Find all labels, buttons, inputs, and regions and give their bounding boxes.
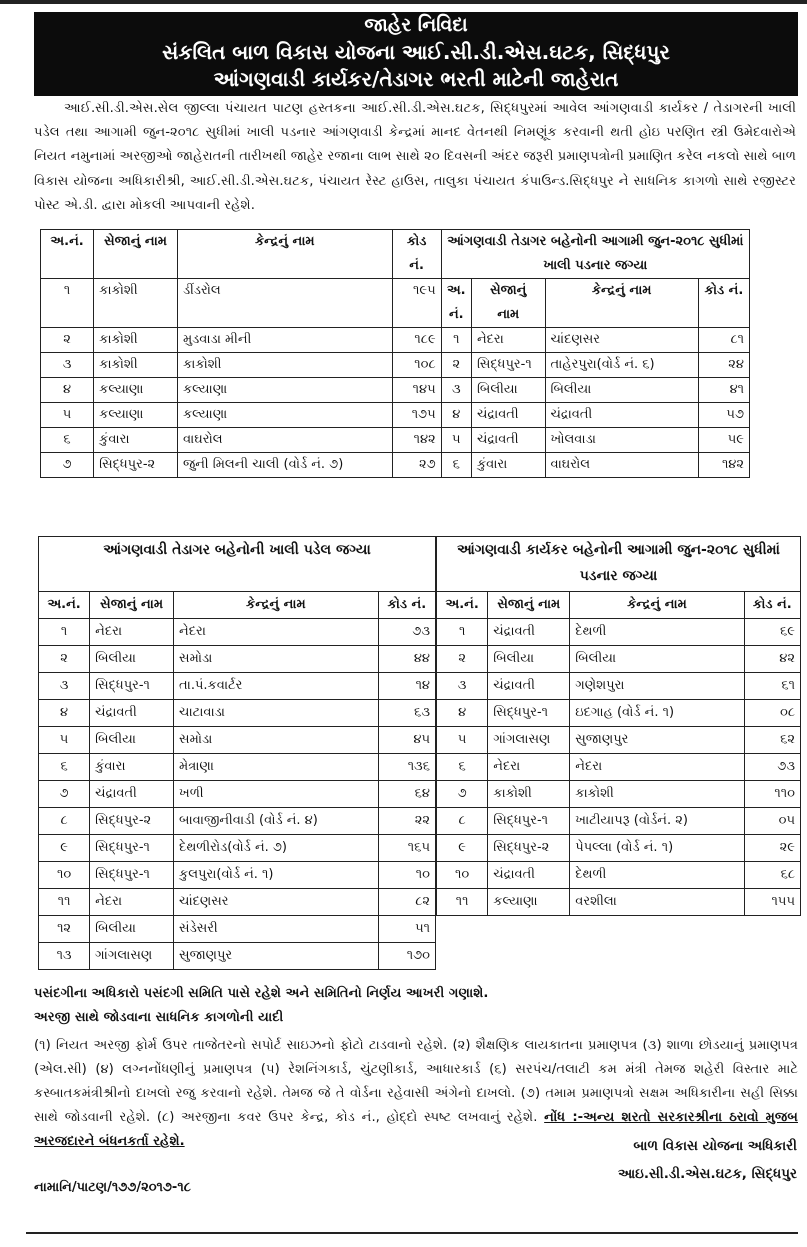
- cell-sr: ૬: [437, 754, 488, 781]
- cell-code: ૧૦૮: [392, 353, 441, 378]
- table-row: [437, 673, 801, 700]
- cell-center: નેદરા: [570, 754, 744, 781]
- cell-code: ૬૨: [744, 727, 800, 754]
- col-header-code: કોડ નં.: [378, 592, 435, 619]
- cell-code: ૧૭૦: [378, 943, 435, 970]
- cell-center: નેદરા: [174, 619, 379, 646]
- col-header-seja-right: સેજાનું નામ: [471, 279, 545, 328]
- table-row: [39, 700, 436, 727]
- cell-seja: ચંદ્રાવતી: [488, 673, 570, 700]
- cell-center: કલ્યાણા: [177, 403, 392, 428]
- cell-seja: કાકોશી: [94, 328, 178, 353]
- cell-code: ૬૪: [378, 781, 435, 808]
- cell-seja: બિલીયા: [90, 727, 174, 754]
- cell-code: ૧૫૫: [744, 889, 800, 916]
- signatory-title: બાળ વિકાસ યોજના અધિકારી: [633, 1138, 797, 1154]
- col-header-sr: અ.નં.: [41, 230, 94, 279]
- cell-code: ૦૮: [744, 700, 800, 727]
- cell-code-right: ૫૭: [698, 403, 749, 428]
- cell-seja-right: સિદ્ધપુર-૧: [471, 353, 545, 378]
- cell-center: સમોડા: [174, 646, 379, 673]
- col-header-sr-right: અ. નં.: [441, 279, 471, 328]
- cell-sr: ૨: [41, 328, 94, 353]
- cell-code: ૬૩: [378, 700, 435, 727]
- cell-center: પેપલ્લા (વોર્ડ નં. ૧): [570, 835, 744, 862]
- table-row: [41, 378, 750, 403]
- cell-seja: નેદરા: [488, 754, 570, 781]
- cell-center: મુડવાડા મીની: [177, 328, 392, 353]
- cell-center-right: બિલીયા: [545, 378, 698, 403]
- cell-center: સુજાણપુર: [570, 727, 744, 754]
- cell-code: ૬૧: [744, 673, 800, 700]
- bottom-border: [26, 1232, 798, 1234]
- cell-center: ચાટાવાડા: [174, 700, 379, 727]
- cell-sr: ૧૨: [39, 916, 90, 943]
- cell-seja: ચંદ્રાવતી: [90, 700, 174, 727]
- cell-sr: ૧: [437, 619, 488, 646]
- cell-center: ખળી: [174, 781, 379, 808]
- cell-center: બાવાજીનીવાડી (વોર્ડ નં. ૪): [174, 808, 379, 835]
- table-row: [39, 754, 436, 781]
- cell-sr: ૧૧: [39, 889, 90, 916]
- table-row: [437, 781, 801, 808]
- top-vacancy-table: [40, 229, 750, 478]
- cell-code: ૨૨: [378, 808, 435, 835]
- table-row: [41, 279, 750, 328]
- documents-text: (૧) નિયત અરજી ફોર્મ ઉપર તાજેતરનો સપોર્ટ સાઇઝનો ફોટો ટાડવાનો રહેશે. (૨) શૈક્ષણિક લાયકાતના પ્રમાણપત્ર (૩) શાળા છોડયાનું પ્રમાણપત્ર (એલ.સી) (૪) લગ્નનોંધણીનું પ્રમાણપત્ર (૫) રેશનિંગકાર્ડ, ચુંટણીકાર્ડ, આધારકાર્ડ (૬) સરપંચ/તલાટી કમ મંત્રી તેમજ શહેરી વિસ્તાર માટે કસ્બાતકમંત્રીશ્રીનો દાખલો રજુ કરવાનો રહેશે. તેમજ જે તે વોર્ડના રહેવાસી અંગેનો દાખલો. (૭) તમામ પ્રમાણપત્રો સક્ષમ અધિકારીના સહી સિક્કા સાથે જોડવાની રહેશે. (૮) અરજીના કવર ઉપર કેન્દ્ર, કોડ નં., હોદ્દો સ્પષ્ટ લખવાનું રહેશે.: [34, 1038, 798, 1125]
- table-row: [437, 862, 801, 889]
- col-header-center: કેન્દ્રનું નામ: [570, 592, 744, 619]
- col-header-sr: અ.નં.: [39, 592, 90, 619]
- cell-sr: ૫: [39, 727, 90, 754]
- cell-sr: ૪: [39, 700, 90, 727]
- cell-sr: ૧: [39, 619, 90, 646]
- table-row: [437, 754, 801, 781]
- cell-sr: ૨: [39, 646, 90, 673]
- table-row: [39, 808, 436, 835]
- signatory-office: આઇ.સી.ડી.એસ.ઘટક, સિદ્ધપુર: [617, 1166, 797, 1182]
- recruitment-title: આંગણવાડી કાર્યકર/તેડાગર ભરતી માટેની જાહેરાત: [213, 67, 619, 91]
- cell-center: કુલપુરા(વોર્ડ નં. ૧): [174, 862, 379, 889]
- cell-sr-right: ૪: [441, 403, 471, 428]
- cell-code: ૧૯૫: [392, 279, 441, 328]
- cell-center-right: વાઘરોલ: [545, 453, 698, 478]
- cell-sr-right: ૬: [441, 453, 471, 478]
- table-row: [39, 862, 436, 889]
- cell-sr: ૫: [41, 403, 94, 428]
- cell-code: ૧૭૫: [392, 403, 441, 428]
- cell-code: ૧૧૦: [744, 781, 800, 808]
- cell-code: ૭૩: [744, 754, 800, 781]
- cell-center: વરશીલા: [570, 889, 744, 916]
- table-row: [39, 727, 436, 754]
- cell-seja: કાકોશી: [94, 353, 178, 378]
- cell-center: કાકોશી: [177, 353, 392, 378]
- cell-sr: ૯: [437, 835, 488, 862]
- cell-code: ૨૭: [392, 453, 441, 478]
- cell-code-right: ૨૪: [698, 353, 749, 378]
- cell-seja: સિદ્ધપુર-૧: [90, 835, 174, 862]
- table-row: [39, 673, 436, 700]
- col-header-center-right: કેન્દ્રનું નામ: [545, 279, 698, 328]
- table-row: [39, 889, 436, 916]
- cell-code: ૧૪૫: [392, 378, 441, 403]
- department-title: સંકલિત બાળ વિકાસ યોજના આઈ.સી.ડી.એસ.ઘટક, સિદ્ધપુર: [162, 40, 670, 64]
- table-row: [437, 619, 801, 646]
- table-row: [437, 889, 801, 916]
- cell-sr: ૧૦: [39, 862, 90, 889]
- cell-seja: ગાંગલાસણ: [488, 727, 570, 754]
- cell-sr: ૧૩: [39, 943, 90, 970]
- cell-seja-right: ચંદ્રાવતી: [471, 428, 545, 453]
- cell-seja: બિલીયા: [90, 646, 174, 673]
- cell-sr: ૨: [437, 646, 488, 673]
- worker-table-title: આંગણવાડી કાર્યકર બહેનોની આગામી જુન-૨૦૧૮ સુધીમાં પડનાર જગ્યા: [437, 537, 801, 592]
- worker-vacancy-table: [436, 536, 801, 916]
- cell-center: દેથળી: [570, 619, 744, 646]
- cell-seja: ગાંગલાસણ: [90, 943, 174, 970]
- cell-seja: સિદ્ધપુર-૧: [90, 673, 174, 700]
- cell-seja: સિદ્ધપુર-૨: [94, 453, 178, 478]
- cell-code: ૪૪: [378, 646, 435, 673]
- col-header-seja: સેજાનું નામ: [488, 592, 570, 619]
- col-header-code-right: કોડ નં.: [698, 279, 749, 328]
- col-header-seja: સેજાનું નામ: [90, 592, 174, 619]
- cell-sr: ૭: [41, 453, 94, 478]
- cell-center: સંડેસરી: [174, 916, 379, 943]
- cell-seja: ચંદ્રાવતી: [90, 781, 174, 808]
- cell-seja: કાકોશી: [488, 781, 570, 808]
- cell-sr: ૪: [437, 700, 488, 727]
- table-row: [41, 428, 750, 453]
- top-border: [0, 0, 807, 4]
- cell-sr: ૧૦: [437, 862, 488, 889]
- selection-note: પસંદગીના અધિકારો પસંદગી સમિતિ પાસે રહેશે અને સમિતિનો નિર્ણય આખરી ગણાશે.: [34, 986, 489, 1001]
- cell-code: ૧૬૫: [378, 835, 435, 862]
- table-row: [437, 700, 801, 727]
- cell-sr: ૧: [41, 279, 94, 328]
- cell-sr: ૮: [437, 808, 488, 835]
- cell-seja-right: બિલીયા: [471, 378, 545, 403]
- cell-center-right: ચંદ્રાવતી: [545, 403, 698, 428]
- cell-center-right: તાહેરપુરા(વોર્ડ નં. ૬): [545, 353, 698, 378]
- cell-seja-right: કુંવારા: [471, 453, 545, 478]
- col-header-sr: અ.નં.: [437, 592, 488, 619]
- cell-code-right: ૫૯: [698, 428, 749, 453]
- col-header-code: કોડ નં.: [392, 230, 441, 279]
- cell-center-right: ચાંદણસર: [545, 328, 698, 353]
- cell-seja: સિદ્ધપુર-૨: [90, 808, 174, 835]
- cell-seja: સિદ્ધપુર-૨: [488, 835, 570, 862]
- right-section-title: આંગણવાડી તેડાગર બહેનોની આગામી જુન-૨૦૧૮ સુધીમાં ખાલી પડનાર જગ્યા: [441, 230, 749, 279]
- table-row: [39, 943, 436, 970]
- cell-sr: ૩: [437, 673, 488, 700]
- cell-center: ઇદગાહ (વોર્ડ નં. ૧): [570, 700, 744, 727]
- cell-center: કલ્યાણા: [177, 378, 392, 403]
- conditions-note: નોંધ :-અન્ય શરતો સરકારશ્રીના ઠરાવો મુજબ અરજદારને બંધનકર્તા રહેશે.: [34, 1110, 798, 1149]
- cell-seja: કાકોશી: [94, 279, 178, 328]
- cell-code: ૫૧: [378, 916, 435, 943]
- table-row: [437, 835, 801, 862]
- cell-code: ૦૫: [744, 808, 800, 835]
- cell-seja: ચંદ્રાવતી: [488, 619, 570, 646]
- cell-sr: ૭: [437, 781, 488, 808]
- col-header-code: કોડ નં.: [744, 592, 800, 619]
- cell-center: ગણેશપુરા: [570, 673, 744, 700]
- table-row: [41, 453, 750, 478]
- cell-sr-right: ૧: [441, 328, 471, 353]
- cell-seja-right: ચંદ્રાવતી: [471, 403, 545, 428]
- cell-center: દેથળીરોડ(વોર્ડ નં. ૭): [174, 835, 379, 862]
- table-row: [41, 328, 750, 353]
- cell-seja: સિદ્ધપુર-૧: [488, 700, 570, 727]
- helper-table-title: આંગણવાડી તેડાગર બહેનોની ખાલી પડેલ જગ્યા: [39, 537, 436, 592]
- cell-sr: ૫: [437, 727, 488, 754]
- cell-center: કાકોશી: [570, 781, 744, 808]
- cell-seja: ચંદ્રાવતી: [488, 862, 570, 889]
- cell-seja: નેદરા: [90, 619, 174, 646]
- notice-banner: [34, 12, 798, 96]
- cell-sr-right: ૩: [441, 378, 471, 403]
- cell-center: સુજાણપુર: [174, 943, 379, 970]
- cell-code: ૬૮: [744, 862, 800, 889]
- helper-vacancy-table: [38, 536, 436, 970]
- cell-sr: ૬: [39, 754, 90, 781]
- cell-code: ૧૩૬: [378, 754, 435, 781]
- table-row: [437, 646, 801, 673]
- cell-center: સમોડા: [174, 727, 379, 754]
- table-row: [39, 835, 436, 862]
- cell-code: ૧૮૯: [392, 328, 441, 353]
- documents-list: [34, 1034, 798, 1154]
- cell-center: ડીંડરોલ: [177, 279, 392, 328]
- col-header-center: કેન્દ્રનું નામ: [177, 230, 392, 279]
- cell-code: ૭૩: [378, 619, 435, 646]
- table-row: [437, 727, 801, 754]
- cell-center: વાઘરોલ: [177, 428, 392, 453]
- cell-code: ૨૯: [744, 835, 800, 862]
- cell-code: ૧૪: [378, 673, 435, 700]
- cell-seja: સિદ્ધપુર-૧: [488, 808, 570, 835]
- cell-center: ચાંદણસર: [174, 889, 379, 916]
- col-header-center: કેન્દ્રનું નામ: [174, 592, 379, 619]
- cell-seja: કલ્યાણા: [94, 378, 178, 403]
- cell-seja: કુંવારા: [94, 428, 178, 453]
- cell-sr: ૪: [41, 378, 94, 403]
- cell-center: ખાટીયાપરૂ (વોર્ડનં. ૨): [570, 808, 744, 835]
- cell-seja-right: નેદરા: [471, 328, 545, 353]
- cell-center: બિલીયા: [570, 646, 744, 673]
- notice-heading: જાહેર નિવિદા: [364, 14, 468, 36]
- intro-paragraph: આઈ.સી.ડી.એસ.સેલ જીલ્લા પંચાયત પાટણ હસ્તકના આઈ.સી.ડી.એસ.ઘટક, સિદ્ધપુરમાં આવેલ આંગણવાડી કાર્યકર / તેડાગરની ખાલી પડેલ તથા આગામી જુન-૨૦૧૮ સુધીમાં ખાલી પડનાર આંગણવાડી કેન્દ્રમાં માનદ વેતનથી નિમણૂંક કરવાની થતી હોઇ પરણિત સ્ત્રી ઉમેદવારોએ નિયત નમુનામાં અરજીઓ જાહેરાતની તારીખથી જાહેર રજાના લાભ સાથે ૨૦ દિવસની અંદર જરૂરી પ્રમાણપત્રોની પ્રમાણિત કરેલ નકલો સાથે બાળ વિકાસ યોજના અધિકારીશ્રી, આઈ.સી.ડી.એસ.ઘટક, પંચાયત રેસ્ટ હાઉસ, તાલુકા પંચાયત કંપાઉન્ડ.સિદ્ધપુર ને સાધનિક કાગળો સાથે રજીસ્ટર પોસ્ટ એ.ડી. દ્વારા મોકલી આપવાની રહેશે.: [34, 101, 796, 213]
- cell-sr: ૩: [41, 353, 94, 378]
- table-row: [39, 646, 436, 673]
- cell-seja: કલ્યાણા: [94, 403, 178, 428]
- reference-number: નામાનિ/પાટણ/૧૭૭/૨૦૧૭-૧૮: [34, 1180, 191, 1195]
- cell-seja: નેદરા: [90, 889, 174, 916]
- cell-seja: કુંવારા: [90, 754, 174, 781]
- cell-sr: ૭: [39, 781, 90, 808]
- table-row: [437, 808, 801, 835]
- cell-code: ૪૨: [744, 646, 800, 673]
- documents-heading: અરજી સાથે જોડવાના સાધનિક કાગળોની યાદી: [34, 1010, 284, 1025]
- table-row: [41, 353, 750, 378]
- cell-code-right: ૮૧: [698, 328, 749, 353]
- cell-code-right: ૧૪૨: [698, 453, 749, 478]
- cell-seja: બિલીયા: [90, 916, 174, 943]
- cell-code-right: ૪૧: [698, 378, 749, 403]
- cell-center: જુની મિલની ચાલી (વોર્ડ નં. ૭): [177, 453, 392, 478]
- cell-sr: ૩: [39, 673, 90, 700]
- cell-seja: કલ્યાણા: [488, 889, 570, 916]
- col-header-seja: સેજાનું નામ: [94, 230, 178, 279]
- cell-code: ૮૨: [378, 889, 435, 916]
- cell-sr: ૮: [39, 808, 90, 835]
- cell-code: ૪૫: [378, 727, 435, 754]
- table-row: [39, 916, 436, 943]
- table-row: [39, 781, 436, 808]
- table-row: [41, 403, 750, 428]
- cell-sr: ૬: [41, 428, 94, 453]
- cell-seja: બિલીયા: [488, 646, 570, 673]
- cell-code: ૧૦: [378, 862, 435, 889]
- cell-code: ૧૪૨: [392, 428, 441, 453]
- cell-center-right: ખોલવાડા: [545, 428, 698, 453]
- table-row: [39, 619, 436, 646]
- cell-seja: સિદ્ધપુર-૧: [90, 862, 174, 889]
- cell-sr-right: ૨: [441, 353, 471, 378]
- cell-sr-right: ૫: [441, 428, 471, 453]
- cell-center: તા.પં.કવાર્ટર: [174, 673, 379, 700]
- cell-code: ૬૯: [744, 619, 800, 646]
- cell-center: મેત્રાણા: [174, 754, 379, 781]
- cell-sr: ૯: [39, 835, 90, 862]
- cell-sr: ૧૧: [437, 889, 488, 916]
- cell-center: દેથળી: [570, 862, 744, 889]
